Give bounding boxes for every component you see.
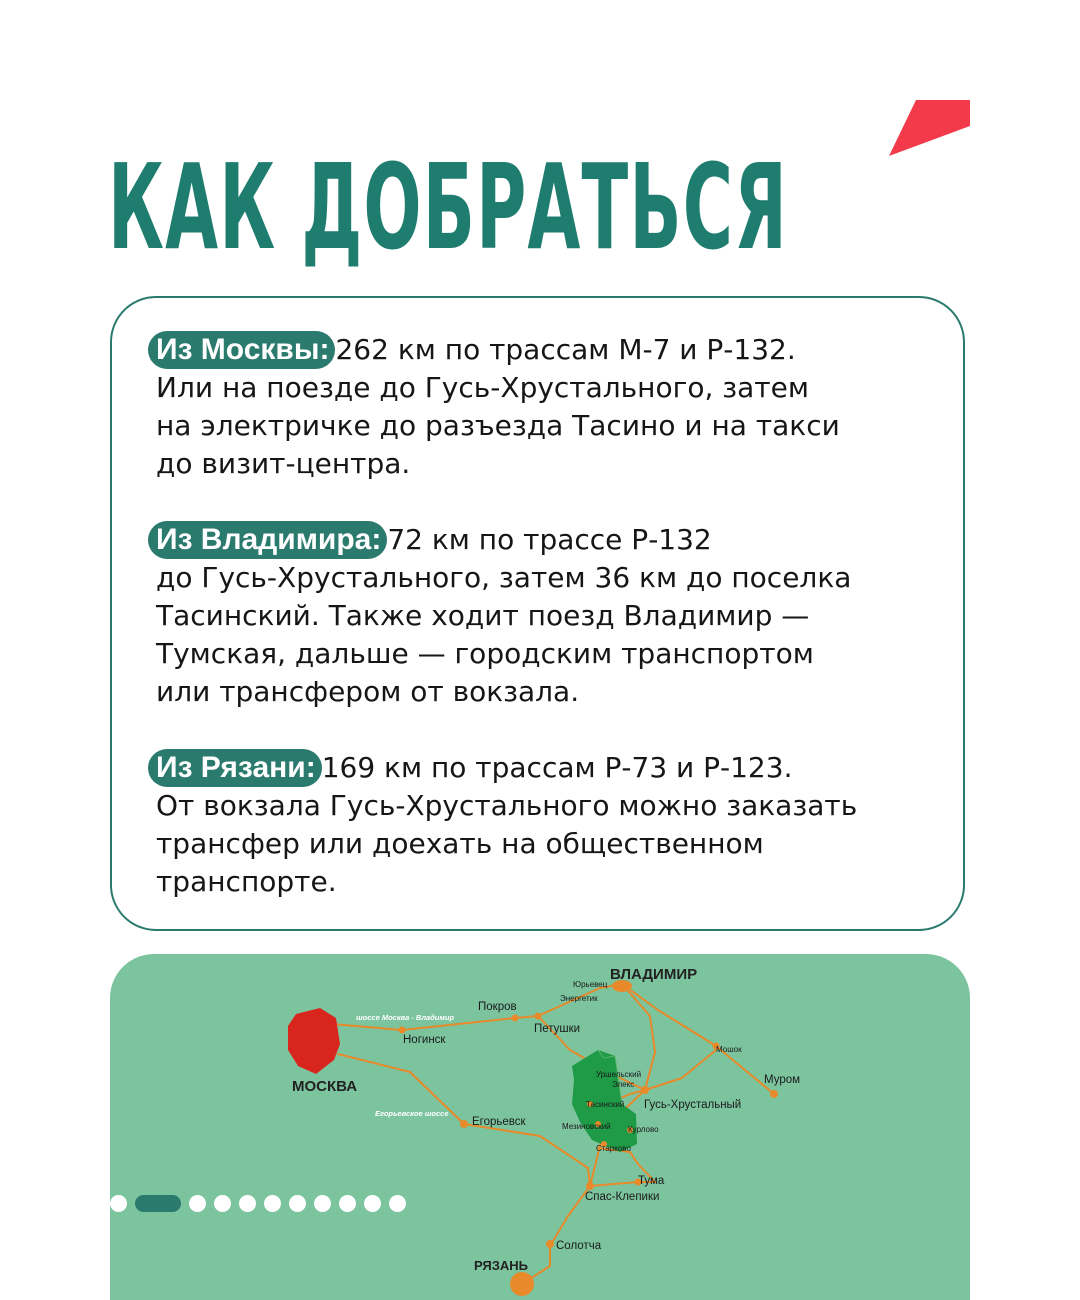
direction-vladimir [156,521,936,711]
direction-text: 72 км по трассе Р-132 [387,523,712,556]
direction-text: Тумская, дальше — городским транспортом [156,637,814,670]
city-eleks: Элекс [612,1080,635,1089]
road-vladimir-murom [622,984,774,1094]
direction-text: Тасинский. Также ходит поезд Владимир — [156,599,810,632]
carousel-dot-active[interactable] [135,1195,181,1212]
direction-text: или трансфером от вокзала. [156,675,580,708]
page-title: КАК ДОБРАТЬСЯ [108,138,788,276]
city-yurevets: Юрьевец [573,980,608,989]
direction-label: Из Рязани: [148,749,322,787]
direction-text: до визит-центра. [156,447,411,480]
carousel-dot[interactable] [314,1195,331,1212]
carousel-dot[interactable] [214,1195,231,1212]
node-noginsk [399,1027,406,1034]
direction-text: 262 км по трассам М-7 и Р-132. [335,333,796,366]
carousel-dot[interactable] [110,1195,127,1212]
node-petushki [535,1013,542,1020]
moscow-area [288,1008,340,1074]
carousel-dot[interactable] [364,1195,381,1212]
red-flag-decoration [886,98,972,158]
city-gus: Гусь-Хрустальный [644,1099,742,1111]
direction-text: на электричке до разъезда Тасино и на такси [156,409,840,442]
city-vladimir: ВЛАДИМИР [610,966,698,983]
node-pokrov [512,1015,519,1022]
road-spas-ryazan [522,1186,590,1284]
carousel-dot[interactable] [189,1195,206,1212]
carousel-dot[interactable] [239,1195,256,1212]
direction-text: транспорте. [156,865,337,898]
direction-label: Из Владимира: [148,521,387,559]
node-gus [641,1086,649,1094]
road-gus-murom [645,1050,716,1090]
route-map [110,954,970,1300]
city-pokrov: Покров [478,1001,517,1013]
city-ryazan: РЯЗАНЬ [474,1258,528,1273]
carousel-dot[interactable] [289,1195,306,1212]
node-solotcha [546,1240,554,1248]
carousel-indicator [110,1194,406,1212]
city-urshelsky: Уршельский [596,1070,642,1079]
city-tasinsky: Тасинский [586,1100,625,1109]
node-spas [586,1182,594,1190]
carousel-dot[interactable] [339,1195,356,1212]
direction-text: От вокзала Гусь-Хрустального можно заказать [156,789,858,822]
road-label-m7: шоссе Москва - Владимир [356,1013,455,1022]
direction-ryazan [156,749,936,901]
road-label-egor: Егорьевское шоссе [375,1109,449,1118]
direction-text: Или на поезде до Гусь-Хрустального, затем [156,371,809,404]
city-noginsk: Ногинск [403,1034,446,1046]
node-murom [770,1090,778,1098]
city-petushki: Петушки [534,1023,581,1035]
direction-text: 169 км по трассам Р-73 и Р-123. [321,751,793,784]
city-moshok: Мошок [716,1045,742,1054]
ryazan-marker [510,1272,534,1296]
direction-moscow [156,331,936,483]
map-graphics [110,954,970,1300]
city-solotcha: Солотча [556,1240,602,1252]
direction-text: трансфер или доехать на общественном [156,827,764,860]
city-tuma: Тума [638,1175,665,1187]
city-murom: Муром [764,1074,801,1086]
city-spas: Спас-Клепики [585,1191,660,1203]
city-moskva: МОСКВА [292,1078,358,1095]
city-mezinovsky: Мезиновский [562,1122,611,1131]
city-kurlovo: Курлово [628,1125,659,1134]
node-egorevsk [460,1120,468,1128]
direction-text: до Гусь-Хрустального, затем 36 км до поселка [156,561,852,594]
city-starkovo: Старково [596,1144,631,1153]
carousel-dot[interactable] [389,1195,406,1212]
directions-card [110,296,965,931]
direction-label: Из Москвы: [148,331,335,369]
city-egorevsk: Егорьевск [472,1116,526,1128]
city-energetik: Энергетик [560,994,598,1003]
carousel-dot[interactable] [264,1195,281,1212]
